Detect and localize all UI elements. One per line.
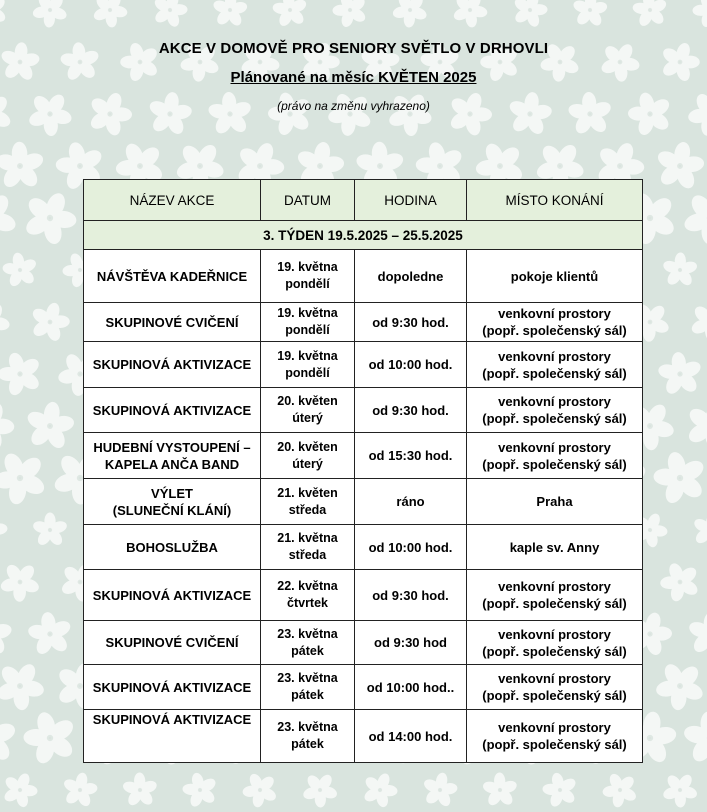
event-name-line: BOHOSLUŽBA: [126, 539, 218, 555]
event-date-line: 20. květen: [277, 394, 338, 408]
event-date-line: pátek: [291, 737, 324, 751]
event-place-line: (popř. společenský sál): [482, 737, 627, 752]
event-place-line: (popř. společenský sál): [482, 596, 627, 611]
event-hour-cell: [355, 388, 467, 433]
event-place-line: (popř. společenský sál): [482, 643, 627, 659]
event-name-line: NÁVŠTĚVA KADEŘNICE: [96, 268, 248, 284]
event-date-cell: [261, 710, 355, 763]
event-date-cell: [261, 570, 355, 621]
event-place-cell: [467, 250, 643, 303]
event-hour-cell: [355, 342, 467, 388]
event-date-line: čtvrtek: [287, 596, 328, 610]
event-hour-line: dopoledne: [377, 268, 444, 284]
event-name-cell: [84, 388, 261, 433]
event-place-line: venkovní prostory: [498, 394, 611, 409]
event-date-line: 20. květen: [277, 439, 338, 454]
event-date-line: 19. května: [277, 348, 338, 363]
disclaimer-note: (právo na změnu vyhrazeno): [277, 99, 430, 113]
event-place-cell: [467, 433, 643, 479]
page-title: AKCE V DOMOVĚ PRO SENIORY SVĚTLO V DRHOVLI: [158, 40, 549, 57]
table-row: [84, 479, 643, 525]
event-place-line: venkovní prostory: [498, 671, 611, 686]
event-date-line: úterý: [292, 411, 323, 425]
table-row: [84, 342, 643, 388]
event-place-line: (popř. společenský sál): [482, 323, 627, 338]
event-hour-line: od 9:30 hod.: [372, 587, 449, 603]
event-hour-cell: [355, 665, 467, 710]
event-hour-line: ráno: [396, 494, 425, 509]
event-hour-cell: [355, 525, 467, 570]
table-row: [84, 525, 643, 570]
event-date-cell: [261, 525, 355, 570]
event-name-cell: [84, 525, 261, 570]
event-date-line: 23. května: [277, 626, 338, 641]
event-place-line: venkovní prostory: [498, 439, 611, 455]
week-row: [84, 221, 643, 250]
event-date-line: pátek: [291, 643, 324, 658]
event-name-cell: [84, 433, 261, 479]
event-place-cell: [467, 303, 643, 342]
table-row: [84, 250, 643, 303]
table-row: [84, 570, 643, 621]
event-name-cell: [84, 570, 261, 621]
event-place-line: (popř. společenský sál): [482, 365, 627, 381]
event-hour-cell: [355, 250, 467, 303]
event-place-cell: [467, 621, 643, 665]
event-hour-cell: [355, 621, 467, 665]
event-name-line: KAPELA ANČA BAND: [104, 456, 240, 472]
event-date-line: pondělí: [285, 323, 330, 337]
event-place-cell: [467, 570, 643, 621]
table-row: [84, 303, 643, 342]
event-date-line: 19. května: [277, 260, 338, 274]
event-place-line: venkovní prostory: [498, 626, 611, 642]
table-row: [84, 433, 643, 479]
event-date-cell: [261, 303, 355, 342]
table-header-row: [84, 180, 643, 221]
event-place-line: Praha: [536, 494, 573, 509]
event-date-line: pondělí: [285, 277, 330, 291]
event-date-line: 21. května: [277, 531, 338, 545]
week-label: 3. TÝDEN 19.5.2025 – 25.5.2025: [84, 221, 643, 250]
event-name-line: SKUPINOVÉ CVIČENÍ: [105, 314, 239, 330]
event-date-line: úterý: [292, 456, 323, 471]
event-date-cell: [261, 479, 355, 525]
event-date-cell: [261, 621, 355, 665]
event-hour-line: od 9:30 hod.: [372, 314, 449, 330]
event-place-line: (popř. společenský sál): [482, 411, 627, 426]
event-hour-cell: [355, 479, 467, 525]
event-hour-line: od 14:00 hod.: [368, 728, 453, 744]
event-place-line: venkovní prostory: [498, 720, 611, 735]
event-date-cell: [261, 388, 355, 433]
event-place-cell: [467, 479, 643, 525]
event-name-line: SKUPINOVÁ AKTIVIZACE: [92, 357, 252, 372]
event-date-line: pátek: [291, 688, 324, 702]
event-date-cell: [261, 342, 355, 388]
event-place-cell: [467, 665, 643, 710]
event-name-cell: [84, 303, 261, 342]
table-row: [84, 665, 643, 710]
column-header-place: MÍSTO KONÁNÍ: [467, 180, 643, 221]
event-hour-line: od 9:30 hod.: [372, 402, 449, 418]
event-date-line: 23. května: [277, 720, 338, 734]
table-row: [84, 710, 643, 763]
table-row: [84, 388, 643, 433]
column-header-date: DATUM: [261, 180, 355, 221]
event-place-line: pokoje klientů: [510, 268, 599, 284]
event-name-line: SKUPINOVÁ AKTIVIZACE: [92, 587, 252, 603]
event-date-cell: [261, 250, 355, 303]
event-date-line: pondělí: [285, 365, 330, 380]
event-place-line: venkovní prostory: [498, 579, 611, 594]
event-hour-line: od 9:30 hod: [374, 635, 447, 650]
event-hour-line: od 10:00 hod..: [366, 679, 455, 695]
event-place-line: venkovní prostory: [498, 306, 611, 321]
event-date-line: 21. květen: [277, 485, 338, 500]
event-place-line: (popř. společenský sál): [482, 456, 627, 472]
column-header-hour: HODINA: [355, 180, 467, 221]
events-table: [83, 179, 643, 763]
event-date-cell: [261, 665, 355, 710]
event-name-line: VÝLET: [151, 485, 193, 501]
event-hour-line: od 10:00 hod.: [368, 357, 453, 372]
event-name-cell: [84, 710, 261, 763]
event-date-line: středa: [288, 502, 327, 517]
event-hour-cell: [355, 303, 467, 342]
event-hour-line: od 15:30 hod.: [368, 448, 453, 463]
event-hour-cell: [355, 710, 467, 763]
event-place-line: kaple sv. Anny: [509, 539, 600, 555]
event-name-cell: [84, 665, 261, 710]
event-place-cell: [467, 388, 643, 433]
event-name-line: HUDEBNÍ VYSTOUPENÍ –: [93, 439, 251, 455]
event-place-line: venkovní prostory: [498, 348, 611, 364]
event-name-cell: [84, 621, 261, 665]
event-name-cell: [84, 479, 261, 525]
event-date-line: 22. května: [277, 579, 338, 593]
event-date-cell: [261, 433, 355, 479]
page-subtitle: Plánované na měsíc KVĚTEN 2025: [230, 69, 477, 86]
event-name-line: SKUPINOVÁ AKTIVIZACE: [92, 712, 252, 727]
column-header-name: NÁZEV AKCE: [84, 180, 261, 221]
event-name-line: SKUPINOVÁ AKTIVIZACE: [92, 679, 252, 695]
event-name-line: (SLUNEČNÍ KLÁNÍ): [112, 502, 232, 518]
event-hour-cell: [355, 570, 467, 621]
event-hour-line: od 10:00 hod.: [368, 539, 453, 555]
event-name-line: SKUPINOVÉ CVIČENÍ: [105, 635, 239, 650]
event-place-cell: [467, 342, 643, 388]
event-date-line: středa: [288, 548, 327, 562]
event-name-line: SKUPINOVÁ AKTIVIZACE: [92, 402, 252, 418]
event-place-cell: [467, 525, 643, 570]
event-date-line: 23. května: [277, 671, 338, 685]
event-place-cell: [467, 710, 643, 763]
event-name-cell: [84, 250, 261, 303]
event-place-line: (popř. společenský sál): [482, 688, 627, 703]
event-date-line: 19. května: [277, 306, 338, 320]
event-name-cell: [84, 342, 261, 388]
table-row: [84, 621, 643, 665]
event-hour-cell: [355, 433, 467, 479]
